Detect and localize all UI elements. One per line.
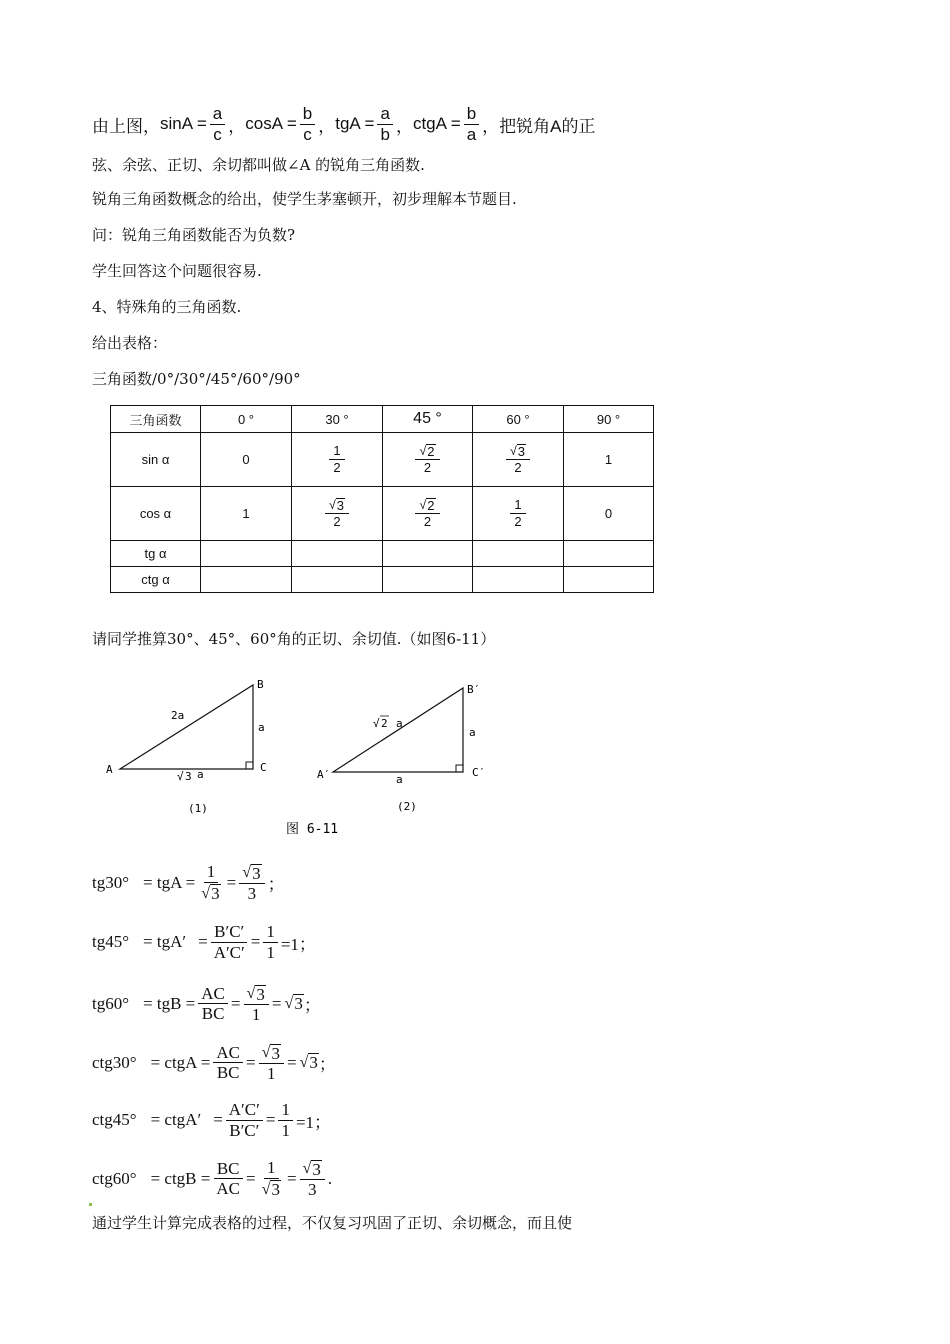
table-header: 0 ° bbox=[201, 406, 292, 433]
marker-dot bbox=[89, 1203, 92, 1206]
frac-num: 1 bbox=[263, 922, 278, 943]
table-cell bbox=[564, 541, 654, 567]
radicand: 3 bbox=[309, 1053, 318, 1073]
ctg-label: ctgA = bbox=[412, 114, 461, 134]
vertex-b-prime: B′ bbox=[467, 683, 481, 696]
frac-den: A′C′ bbox=[213, 942, 245, 962]
sqrt-icon: √ bbox=[373, 717, 380, 730]
vertex-c-prime: C′ bbox=[472, 766, 486, 779]
frac-den: 1 bbox=[281, 1120, 290, 1140]
cell-radicand: 3 bbox=[517, 444, 525, 460]
eq-lhs: tg30° bbox=[92, 872, 130, 892]
eq-end: =1； bbox=[280, 934, 316, 954]
intro-suffix: ，把锐角A的正 bbox=[482, 116, 596, 136]
base-label: a bbox=[396, 773, 403, 786]
table-cell: √ 2 2 bbox=[383, 487, 473, 541]
vertex-a: A bbox=[106, 763, 113, 776]
eq-mid: = ctgA′ bbox=[150, 1110, 202, 1130]
vertex-a-prime: A′ bbox=[317, 768, 331, 781]
separator: ， bbox=[228, 116, 246, 136]
hyp-a: a bbox=[396, 717, 403, 730]
table-cell: 0 bbox=[564, 487, 654, 541]
eq-sign: = bbox=[286, 1052, 297, 1072]
table-cell bbox=[564, 567, 654, 593]
cell-den: 2 bbox=[514, 460, 522, 476]
figure-caption: 图 6-11 bbox=[286, 822, 339, 837]
table-cell bbox=[292, 567, 383, 593]
prompt-text: 请同学推算30°、45°、60°角的正切、余切值.（如图6-11） bbox=[92, 630, 496, 648]
eq-lhs: tg60° bbox=[92, 993, 130, 1013]
tg-num: a bbox=[377, 104, 392, 125]
cell-radicand: 2 bbox=[427, 444, 435, 460]
table-row bbox=[111, 567, 654, 593]
intro-prefix: 由上图， bbox=[92, 116, 160, 136]
frac-num: 1 bbox=[204, 862, 219, 883]
eq-end: ； bbox=[303, 996, 321, 1016]
cell-den: 2 bbox=[333, 460, 341, 475]
equation-ctg45 bbox=[92, 1100, 331, 1140]
cos-label: cosA = bbox=[245, 114, 297, 134]
table-cell bbox=[473, 541, 564, 567]
table-cell bbox=[292, 433, 383, 487]
cos-den: c bbox=[303, 124, 312, 144]
table-header: 三角函数 bbox=[111, 406, 201, 433]
triangle-left bbox=[106, 678, 267, 815]
radicand: 3 bbox=[271, 1180, 280, 1200]
table-cell: 1 bbox=[201, 487, 292, 541]
eq-sign: = bbox=[271, 993, 282, 1013]
eq-sign: = bbox=[265, 1110, 276, 1130]
eq-mid: = tgA = bbox=[143, 872, 196, 892]
section-heading: 4、特殊角的三角函数. bbox=[92, 298, 242, 316]
table-header: 45 ° bbox=[383, 406, 473, 433]
eq-lhs: tg45° bbox=[92, 932, 130, 952]
cos-num: b bbox=[300, 104, 315, 125]
radicand: 3 bbox=[211, 884, 220, 904]
eq-end: =1； bbox=[295, 1112, 332, 1132]
eq-end: . bbox=[327, 1168, 333, 1188]
paragraph: 问：锐角三角函数能否为负数? bbox=[92, 226, 296, 244]
table-cell: √ 3 2 bbox=[473, 433, 564, 487]
table-header: 30 ° bbox=[292, 406, 383, 433]
eq-sign: = bbox=[246, 1168, 256, 1188]
figure-number: (2) bbox=[397, 800, 417, 813]
frac-num: AC bbox=[213, 1043, 243, 1064]
eq-end: ； bbox=[318, 1055, 336, 1075]
eq-lhs: ctg30° bbox=[92, 1052, 137, 1072]
table-row bbox=[111, 541, 654, 567]
eq-lhs: ctg60° bbox=[92, 1168, 137, 1188]
triangle-right bbox=[317, 683, 485, 813]
equation-tg30: tg30° = tgA = 1 √ 3 = √ 3 3 ； bbox=[92, 862, 285, 904]
paragraph: 弦、余弦、正切、余切都叫做∠A 的锐角三角函数. bbox=[92, 156, 425, 174]
cell-num: 1 bbox=[329, 443, 344, 460]
leg-label: a bbox=[258, 721, 265, 734]
table-header: 90 ° bbox=[564, 406, 654, 433]
cell-den: 2 bbox=[333, 514, 341, 530]
radicand: 3 bbox=[271, 1043, 280, 1063]
frac-num: BC bbox=[214, 1159, 243, 1180]
row-label: ctg α bbox=[111, 567, 201, 593]
frac-den: BC bbox=[201, 1004, 225, 1024]
paragraph: 给出表格： bbox=[92, 334, 168, 352]
eq-end: ； bbox=[267, 875, 285, 895]
table-cell: √ 2 2 bbox=[383, 433, 473, 487]
frac-num: A′C′ bbox=[226, 1100, 263, 1121]
eq-mid: = tgB = bbox=[143, 993, 196, 1013]
hyp-radicand: 2 bbox=[381, 717, 388, 730]
table-cell bbox=[201, 567, 292, 593]
eq-sign: = bbox=[250, 932, 261, 952]
table-cell: 0 bbox=[201, 433, 292, 487]
eq-lhs: ctg45° bbox=[92, 1110, 137, 1130]
table-cell bbox=[383, 541, 473, 567]
table-cell: 1 bbox=[564, 433, 654, 487]
separator: ， bbox=[395, 116, 413, 136]
row-label: sin α bbox=[111, 433, 201, 487]
cell-den: 2 bbox=[514, 514, 522, 529]
sin-num: a bbox=[210, 104, 225, 125]
eq-sign: = bbox=[226, 872, 237, 892]
radicand: 3 bbox=[294, 994, 303, 1014]
sin-label: sinA = bbox=[160, 114, 207, 134]
frac-num: 1 bbox=[278, 1100, 293, 1121]
table-row bbox=[111, 433, 654, 487]
ctg-fraction bbox=[464, 104, 479, 144]
frac-den: 1 bbox=[266, 942, 275, 962]
sqrt-icon: √ bbox=[177, 770, 184, 783]
frac-den: B′C′ bbox=[229, 1120, 260, 1140]
equation-ctg60: ctg60° = ctgB = $\frac{BC}{AC}$ = 1 √ 3 = √ 3 3 . bbox=[92, 1158, 333, 1200]
table-cell bbox=[383, 567, 473, 593]
cell-radicand: 2 bbox=[427, 498, 435, 514]
table-header-row bbox=[111, 406, 654, 433]
eq-sign: = bbox=[230, 993, 241, 1013]
frac-den: BC bbox=[216, 1063, 240, 1083]
ctg-den: a bbox=[466, 124, 477, 144]
frac-den: 3 bbox=[307, 1179, 317, 1199]
ctg-num: b bbox=[464, 104, 479, 125]
sin-den: c bbox=[213, 124, 222, 144]
eq-sign: = bbox=[246, 1052, 256, 1072]
hypotenuse-label: 2a bbox=[171, 709, 185, 722]
eq-mid: = ctgA = bbox=[150, 1052, 211, 1072]
tg-label: tgA = bbox=[335, 114, 375, 134]
paragraph: 学生回答这个问题很容易. bbox=[92, 262, 262, 280]
separator: ， bbox=[318, 116, 336, 136]
paragraph: 三角函数/0°/30°/45°/60°/90° bbox=[92, 370, 301, 388]
radicand: 3 bbox=[312, 1159, 321, 1179]
equation-tg45 bbox=[92, 922, 316, 962]
sin-fraction bbox=[210, 104, 225, 144]
frac-num: 1 bbox=[264, 1158, 279, 1179]
frac-num: B′C′ bbox=[211, 922, 247, 943]
table-cell bbox=[473, 487, 564, 541]
table-cell: √ 3 2 bbox=[292, 487, 383, 541]
radicand: 3 bbox=[252, 863, 261, 883]
row-label: tg α bbox=[111, 541, 201, 567]
frac-den: 1 bbox=[251, 1004, 261, 1024]
cell-radicand: 3 bbox=[336, 498, 344, 514]
eq-sign: = bbox=[286, 1168, 297, 1188]
equation-ctg30: ctg30° = ctgA = $\frac{AC}{BC}$ = √ 3 1 = √ 3 ； bbox=[92, 1042, 336, 1083]
vertex-b: B bbox=[257, 678, 264, 691]
cell-num: 1 bbox=[510, 497, 525, 514]
eq-sign: = bbox=[213, 1110, 223, 1130]
table-row bbox=[111, 487, 654, 541]
trig-table bbox=[110, 405, 654, 593]
row-label: cos α bbox=[111, 487, 201, 541]
table-cell bbox=[292, 541, 383, 567]
leg-label: a bbox=[469, 726, 476, 739]
vertex-c: C bbox=[260, 761, 267, 774]
intro-line bbox=[92, 104, 596, 144]
eq-sign: = bbox=[198, 932, 208, 952]
frac-den: AC bbox=[216, 1179, 240, 1199]
eq-mid: = tgA′ bbox=[143, 932, 187, 952]
tg-den: b bbox=[380, 124, 390, 144]
frac-den: 3 bbox=[247, 883, 257, 903]
tg-fraction bbox=[377, 104, 392, 144]
table-cell bbox=[201, 541, 292, 567]
cos-fraction bbox=[300, 104, 315, 144]
base-a: a bbox=[197, 768, 204, 781]
equation-tg60: tg60° = tgB = $\frac{AC}{BC}$ = √ 3 1 = √ 3 ； bbox=[92, 983, 321, 1024]
frac-den: 1 bbox=[267, 1063, 276, 1083]
frac-num: AC bbox=[198, 984, 228, 1005]
cell-den: 2 bbox=[423, 460, 432, 476]
paragraph: 锐角三角函数概念的给出，使学生茅塞顿开，初步理解本节题目. bbox=[92, 190, 517, 208]
eq-mid: = ctgB = bbox=[150, 1168, 211, 1188]
closing-paragraph: 通过学生计算完成表格的过程，不仅复习巩固了正切、余切概念，而且使 bbox=[92, 1214, 573, 1232]
cell-den: 2 bbox=[423, 514, 432, 530]
table-header: 60 ° bbox=[473, 406, 564, 433]
figure-number: (1) bbox=[188, 802, 208, 815]
triangle-figure bbox=[100, 672, 520, 847]
table-cell bbox=[473, 567, 564, 593]
base-radicand: 3 bbox=[185, 770, 192, 783]
radicand: 3 bbox=[256, 984, 265, 1004]
